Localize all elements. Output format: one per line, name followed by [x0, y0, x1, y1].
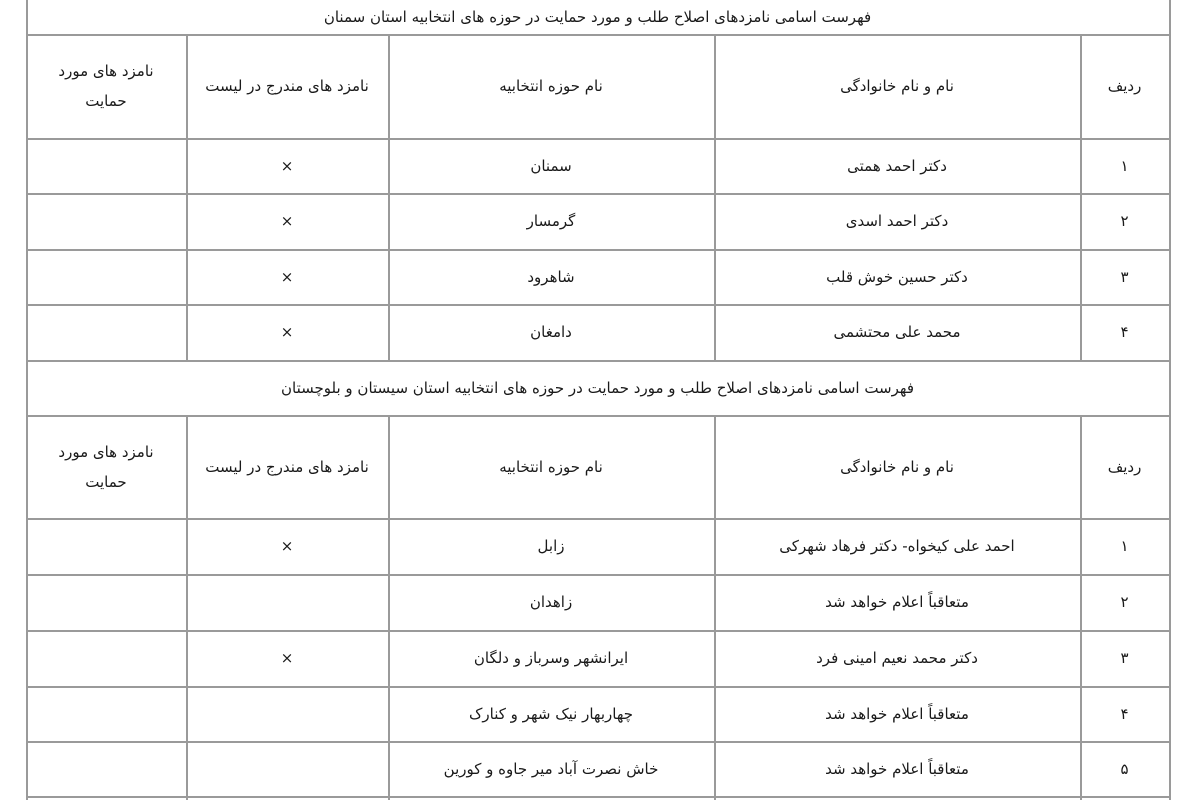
- table-rule: [26, 796, 1169, 798]
- listed-mark: ×: [280, 649, 294, 667]
- cell-num: ۴: [1120, 323, 1129, 341]
- cell-supported: [26, 518, 186, 574]
- column-header-supported: نامزد های مورد حمایت: [58, 62, 154, 110]
- listed-mark: ×: [280, 537, 294, 555]
- listed-mark: [186, 686, 388, 741]
- cell-num: ۲: [1120, 593, 1129, 611]
- column-header-row: ردیف: [1107, 457, 1142, 476]
- column-header-name: نام و نام خانوادگی: [840, 77, 954, 95]
- cell-district: خاش نصرت آباد میر جاوه و کورین: [443, 759, 659, 778]
- cell-supported: [26, 741, 186, 796]
- cell-name: دکتر حسین خوش قلب: [826, 267, 968, 286]
- cell-name: متعاقباً اعلام خواهد شد: [825, 704, 969, 723]
- column-rule: [388, 796, 390, 800]
- cell-supported: [26, 193, 186, 249]
- column-header-row: ردیف: [1107, 77, 1142, 95]
- cell-district: چهاربهار نیک شهر و کنارک: [469, 704, 634, 723]
- cell-name: محمد علی محتشمی: [833, 323, 961, 341]
- section-title: فهرست اسامی نامزدهای اصلاح طلب و مورد حمایت در حوزه های انتخابیه استان سیستان و بلوچستان: [281, 378, 914, 397]
- column-header-district: نام حوزه انتخابیه: [499, 457, 603, 476]
- column-header-listed: نامزد های مندرج در لیست: [205, 77, 369, 95]
- cell-name: دکتر احمد همتی: [847, 156, 947, 175]
- cell-supported: [26, 630, 186, 686]
- cell-district: ایرانشهر وسرباز و دلگان: [473, 649, 629, 667]
- cell-district: شاهرود: [527, 267, 575, 286]
- cell-name: احمد علی کیخواه- دکتر فرهاد شهرکی: [779, 537, 1015, 555]
- listed-mark: ×: [280, 323, 294, 341]
- cell-num: ۴: [1120, 704, 1129, 723]
- column-rule: [1169, 360, 1171, 800]
- cell-name: دکتر احمد اسدی: [845, 212, 949, 230]
- column-header-name: نام و نام خانوادگی: [840, 457, 954, 476]
- cell-supported: [26, 304, 186, 360]
- column-rule: [1080, 796, 1082, 800]
- cell-district: زابل: [537, 537, 565, 555]
- cell-supported: [26, 249, 186, 304]
- listed-mark: ×: [280, 212, 294, 230]
- cell-name: متعاقباً اعلام خواهد شد: [825, 759, 969, 778]
- cell-district: دامغان: [530, 323, 572, 341]
- cell-district: گرمسار: [526, 212, 576, 230]
- cell-name: دکتر محمد نعیم امینی فرد: [816, 649, 978, 667]
- column-rule: [1169, 0, 1171, 364]
- column-header-supported: نامزد های مورد حمایت: [58, 442, 154, 491]
- listed-mark: ×: [280, 267, 294, 286]
- listed-mark: [186, 741, 388, 796]
- cell-num: ۳: [1120, 649, 1129, 667]
- cell-num: ۲: [1120, 212, 1129, 230]
- cell-supported: [26, 138, 186, 193]
- cell-num: ۵: [1120, 759, 1129, 778]
- section-title: فهرست اسامی نامزدهای اصلاح طلب و مورد حمایت در حوزه های انتخابیه استان سمنان: [323, 8, 872, 26]
- column-rule: [26, 796, 28, 800]
- cell-supported: [26, 574, 186, 630]
- column-rule: [186, 796, 188, 800]
- listed-mark: ×: [280, 156, 294, 175]
- column-header-listed: نامزد های مندرج در لیست: [205, 457, 369, 476]
- column-rule: [714, 796, 716, 800]
- cell-num: ۳: [1120, 267, 1129, 286]
- cell-num: ۱: [1120, 156, 1129, 175]
- cell-district: زاهدان: [529, 593, 573, 611]
- cell-supported: [26, 686, 186, 741]
- listed-mark: [186, 574, 388, 630]
- column-header-district: نام حوزه انتخابیه: [499, 77, 603, 95]
- cell-name: متعاقباً اعلام خواهد شد: [825, 593, 969, 611]
- cell-num: ۱: [1120, 537, 1129, 555]
- cell-district: سمنان: [530, 156, 572, 175]
